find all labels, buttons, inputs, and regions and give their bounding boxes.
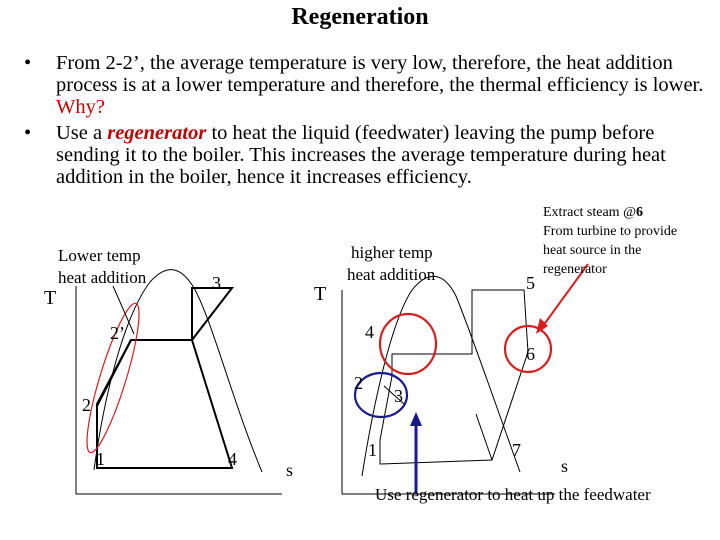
regenerator-term: regenerator	[107, 122, 207, 144]
page-title: Regeneration	[291, 4, 429, 30]
left-point-4: 4	[228, 449, 237, 469]
right-s-axis-label: s	[561, 456, 569, 476]
right-point-7: 7	[512, 440, 521, 460]
left-point-1: 1	[96, 449, 105, 469]
footer-arrow-head	[410, 412, 422, 426]
left-ts-diagram	[76, 270, 282, 494]
bullet-why: Why?	[56, 96, 105, 118]
extract-note-line1: Extract steam @	[543, 205, 636, 220]
right-ts-diagram	[342, 264, 588, 494]
right-cycle-path	[380, 290, 528, 464]
bullet-text: From 2-2’, the average temperature is very low, therefore, the heat addition process is at a lower temperature and therefore, the thermal efficiency is lower.	[56, 52, 704, 96]
left-t-axis-label: T	[44, 287, 57, 309]
right-t-axis-label: T	[314, 283, 327, 305]
bullet-text-pre: Use a	[56, 122, 103, 144]
bullet-marker: •	[24, 52, 32, 74]
left-cycle-path	[97, 288, 232, 468]
left-point-2prime: 2’	[110, 323, 125, 343]
right-annotation-line2: heat addition	[347, 265, 436, 284]
right-point-5: 5	[526, 273, 535, 293]
right-point-2: 2	[354, 373, 363, 393]
left-s-axis-label: s	[286, 460, 294, 480]
right-point-4: 4	[365, 322, 374, 342]
right-point-1: 1	[368, 440, 377, 460]
svg-text:Extract steam @6	[543, 205, 643, 220]
left-heating-line	[97, 340, 131, 406]
left-point-2: 2	[82, 395, 91, 415]
right-annotation-line1: higher temp	[351, 243, 433, 262]
bullet-text-post: to heat the liquid (feedwater) leaving the pump before sending it to the boiler. This increases the average temperature during heat addition in the boiler, hence it increases efficiency.	[56, 122, 666, 188]
left-annotation-line1: Lower temp	[58, 246, 141, 265]
left-point-3: 3	[212, 273, 221, 293]
right-highlight-state4	[380, 314, 436, 374]
extract-note-line3: heat source in the	[543, 243, 642, 258]
right-turbine-line	[476, 414, 492, 460]
bullet-marker: •	[24, 122, 32, 144]
extract-note-line4: regenerator	[543, 262, 607, 277]
left-annotation-line2: heat addition	[58, 268, 147, 287]
extract-note-line2: From turbine to provide	[543, 224, 678, 239]
right-point-6: 6	[526, 344, 535, 364]
right-point-3: 3	[394, 386, 403, 406]
extract-note-number: 6	[635, 205, 643, 220]
extract-steam-note	[543, 205, 677, 277]
footer-note: Use regenerator to heat up the feedwater	[375, 485, 651, 504]
